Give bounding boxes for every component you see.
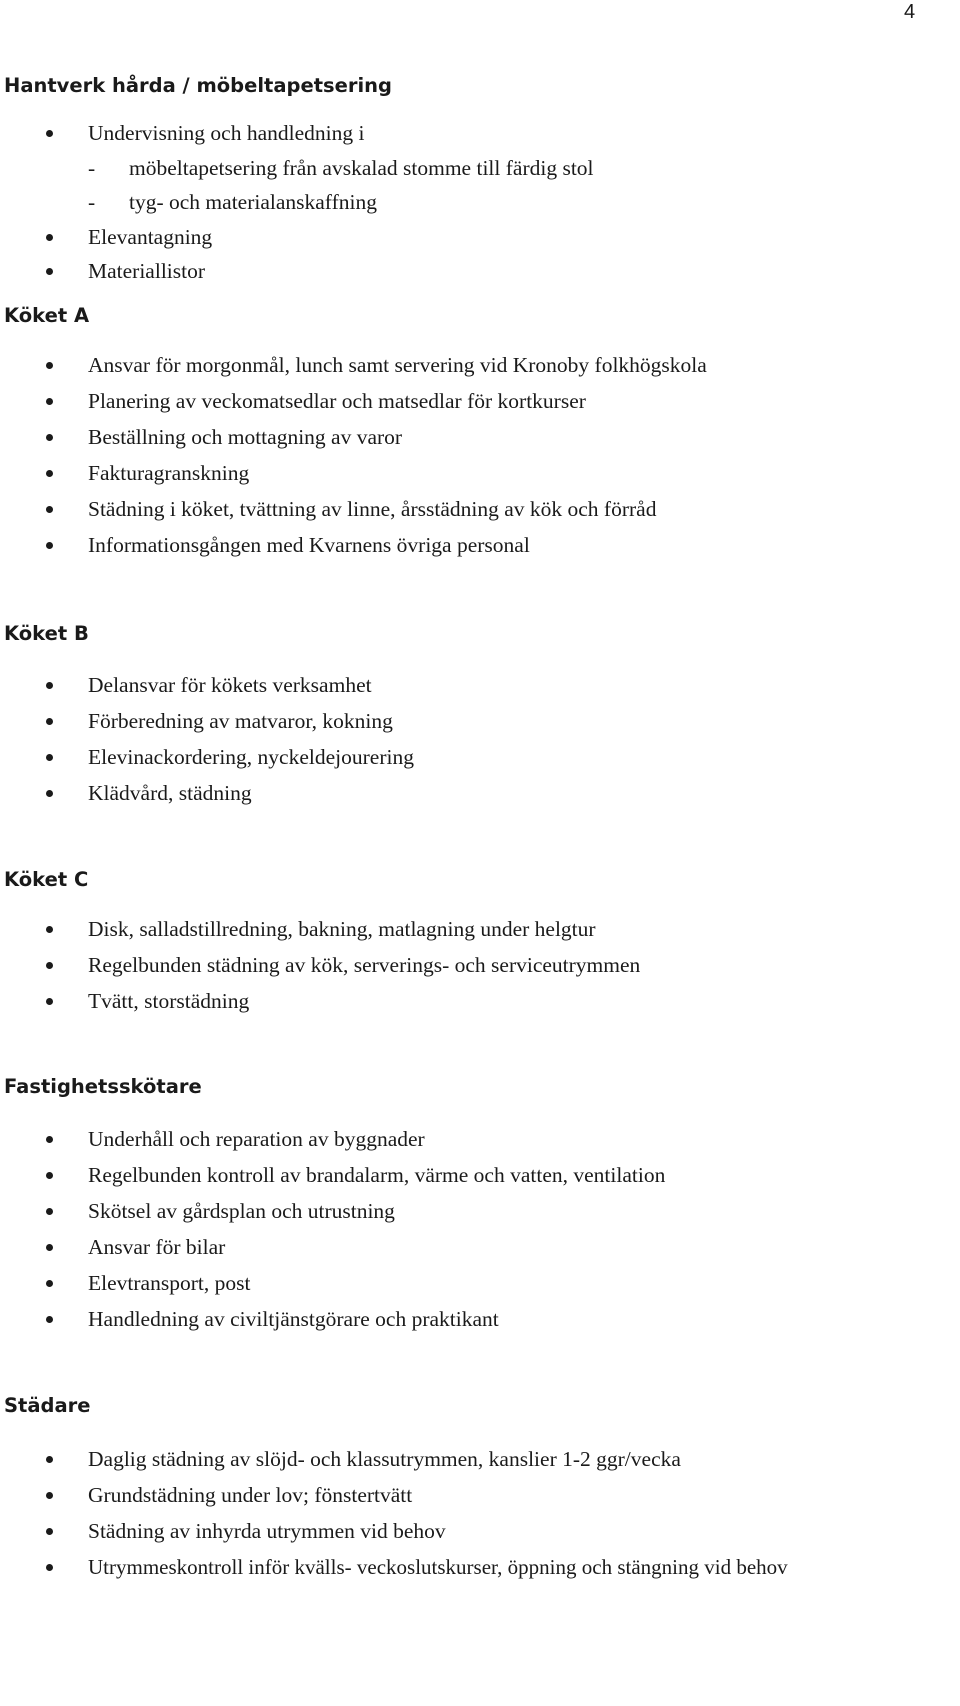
bullet-icon <box>46 1564 53 1571</box>
list-item: Utrymmeskontroll inför kvälls- veckoslutskurser, öppning och stängning vid behov <box>88 1555 788 1579</box>
bullet-icon <box>46 130 53 137</box>
list-item: Regelbunden städning av kök, serverings- och serviceutrymmen <box>88 953 641 977</box>
bullet-icon <box>46 1528 53 1535</box>
dash-icon: - <box>88 156 96 180</box>
sub-list-item: möbeltapetsering från avskalad stomme till färdig stol <box>129 156 594 180</box>
list-item: Materiallistor <box>88 259 206 283</box>
list-item: Disk, salladstillredning, bakning, matlagning under helgtur <box>88 917 596 941</box>
bullet-icon <box>46 362 53 369</box>
bullet-icon <box>46 434 53 441</box>
list-item: Klädvård, städning <box>88 781 252 805</box>
list-item: Ansvar för bilar <box>88 1235 226 1259</box>
bullet-icon <box>46 268 53 275</box>
bullet-icon <box>46 470 53 477</box>
list-item: Städning av inhyrda utrymmen vid behov <box>88 1519 446 1543</box>
list-item: Planering av veckomatsedlar och matsedlar för kortkurser <box>88 389 586 413</box>
bullet-icon <box>46 1172 53 1179</box>
bullet-icon <box>46 1136 53 1143</box>
list-item: Städning i köket, tvättning av linne, årsstädning av kök och förråd <box>88 497 657 521</box>
list-item: Undervisning och handledning i <box>88 121 365 145</box>
bullet-icon <box>46 926 53 933</box>
bullet-icon <box>46 790 53 797</box>
bullet-icon <box>46 962 53 969</box>
bullet-icon <box>46 398 53 405</box>
section-heading-koket-b: Köket B <box>4 622 89 645</box>
section-heading-koket-c: Köket C <box>4 868 89 891</box>
bullet-icon <box>46 234 53 241</box>
bullet-icon <box>46 1456 53 1463</box>
bullet-icon <box>46 682 53 689</box>
section-heading-fastighetsskotare: Fastighetsskötare <box>4 1075 202 1098</box>
list-item: Ansvar för morgonmål, lunch samt servering vid Kronoby folkhögskola <box>88 353 707 377</box>
bullet-icon <box>46 718 53 725</box>
list-item: Elevtransport, post <box>88 1271 251 1295</box>
list-item: Förberedning av matvaror, kokning <box>88 709 393 733</box>
list-item: Handledning av civiltjänstgörare och praktikant <box>88 1307 499 1331</box>
page-number: 4 <box>904 1 916 23</box>
bullet-icon <box>46 1280 53 1287</box>
list-item: Beställning och mottagning av varor <box>88 425 403 449</box>
list-item: Regelbunden kontroll av brandalarm, värme och vatten, ventilation <box>88 1163 666 1187</box>
sub-list-item: tyg- och materialanskaffning <box>129 190 377 214</box>
section-heading-koket-a: Köket A <box>4 304 90 327</box>
bullet-icon <box>46 1492 53 1499</box>
section-heading-hantverk: Hantverk hårda / möbeltapetsering <box>4 74 393 97</box>
bullet-icon <box>46 506 53 513</box>
list-item: Informationsgången med Kvarnens övriga personal <box>88 533 530 557</box>
list-item: Tvätt, storstädning <box>88 989 250 1013</box>
bullet-icon <box>46 1208 53 1215</box>
dash-icon: - <box>88 190 96 214</box>
list-item: Grundstädning under lov; fönstertvätt <box>88 1483 413 1507</box>
bullet-icon <box>46 1244 53 1251</box>
bullet-icon <box>46 754 53 761</box>
list-item: Fakturagranskning <box>88 461 250 485</box>
list-item: Elevinackordering, nyckeldejourering <box>88 745 414 769</box>
bullet-icon <box>46 1316 53 1323</box>
section-heading-stadare: Städare <box>4 1394 91 1417</box>
list-item: Elevantagning <box>88 225 213 249</box>
bullet-icon <box>46 542 53 549</box>
list-item: Daglig städning av slöjd- och klassutrymmen, kanslier 1-2 ggr/vecka <box>88 1447 681 1471</box>
list-item: Skötsel av gårdsplan och utrustning <box>88 1199 395 1223</box>
bullet-icon <box>46 998 53 1005</box>
list-item: Underhåll och reparation av byggnader <box>88 1127 425 1151</box>
list-item: Delansvar för kökets verksamhet <box>88 673 372 697</box>
